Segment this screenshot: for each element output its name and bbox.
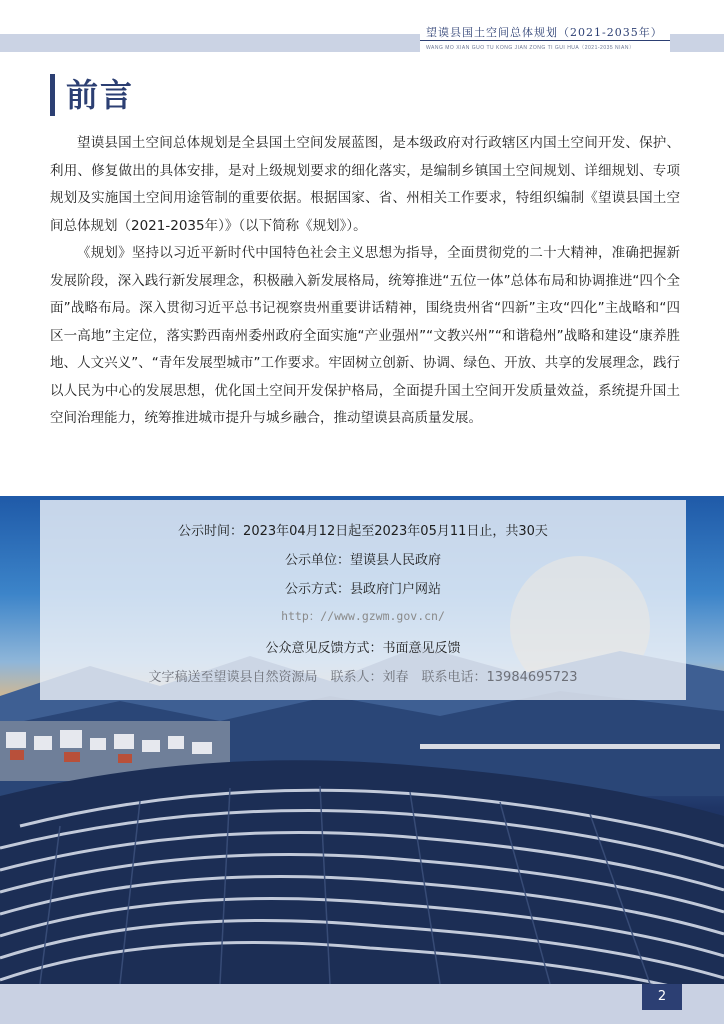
notice-feedback: 公众意见反馈方式：书面意见反馈 xyxy=(265,641,461,656)
document-subtitle-pinyin: WANG MO XIAN GUO TU KONG JIAN ZONG TI GUI HUA（2021-2035 NIAN） xyxy=(426,45,635,51)
page-number: 2 xyxy=(642,984,682,1010)
document-title: 望谟县国土空间总体规划（2021-2035年） xyxy=(426,26,663,39)
notice-contact: 文字稿送至望谟县自然资源局 联系人：刘春 联系电话：13984695723 xyxy=(148,670,578,685)
paragraph-2: 《规划》坚持以习近平新时代中国特色社会主义思想为指导，全面贯彻党的二十大精神，准确把握新发展阶段，深入践行新发展理念，积极融入新发展格局，统筹推进“五位一体”总体布局和协调推进“四个全面”战略布局。深入贯彻习近平总书记视察贵州重要讲话精神，围绕贵州省“四新”主攻“四化”主战略和“四区一高地”主定位，落实黔西南州委州政府全面实施“产业强州”“文教兴州”“和谐稳州”战略和建设“康养胜地、人文兴义”、“青年发展型城市”工作要求。牢固树立创新、协调、绿色、开放、共享的发展理念，践行以人民为中心的发展思想，优化国土空间开发保护格局，全面提升国土空间开发质量效益，系统提升国土空间治理能力，统筹推进城市提升与城乡融合，推动望谟县高质量发展。 xyxy=(50,245,680,426)
paragraph-1: 望谟县国土空间总体规划是全县国土空间发展蓝图，是本级政府对行政辖区内国土空间开发、保护、利用、修复做出的具体安排，是对上级规划要求的细化落实，是编制乡镇国土空间规划、详细规划、专项规划及实施国土空间用途管制的重要依据。根据国家、省、州相关工作要求，特组织编制《望谟县国土空间总体规划（2021-2035年）》（以下简称《规划》）。 xyxy=(50,135,680,234)
notice-method: 公示方式：县政府门户网站 xyxy=(284,582,441,597)
preface-body xyxy=(50,130,680,433)
header-divider xyxy=(420,40,670,41)
section-heading: 前言 xyxy=(66,76,135,114)
footer-band xyxy=(0,984,724,1024)
notice-unit: 公示单位：望谟县人民政府 xyxy=(284,553,441,568)
heading-accent-bar xyxy=(50,74,55,116)
notice-url-link[interactable]: http：//www.gzwm.gov.cn/ xyxy=(281,609,445,623)
notice-time: 公示时间：2023年04月12日起至2023年05月11日止，共30天 xyxy=(178,524,548,539)
